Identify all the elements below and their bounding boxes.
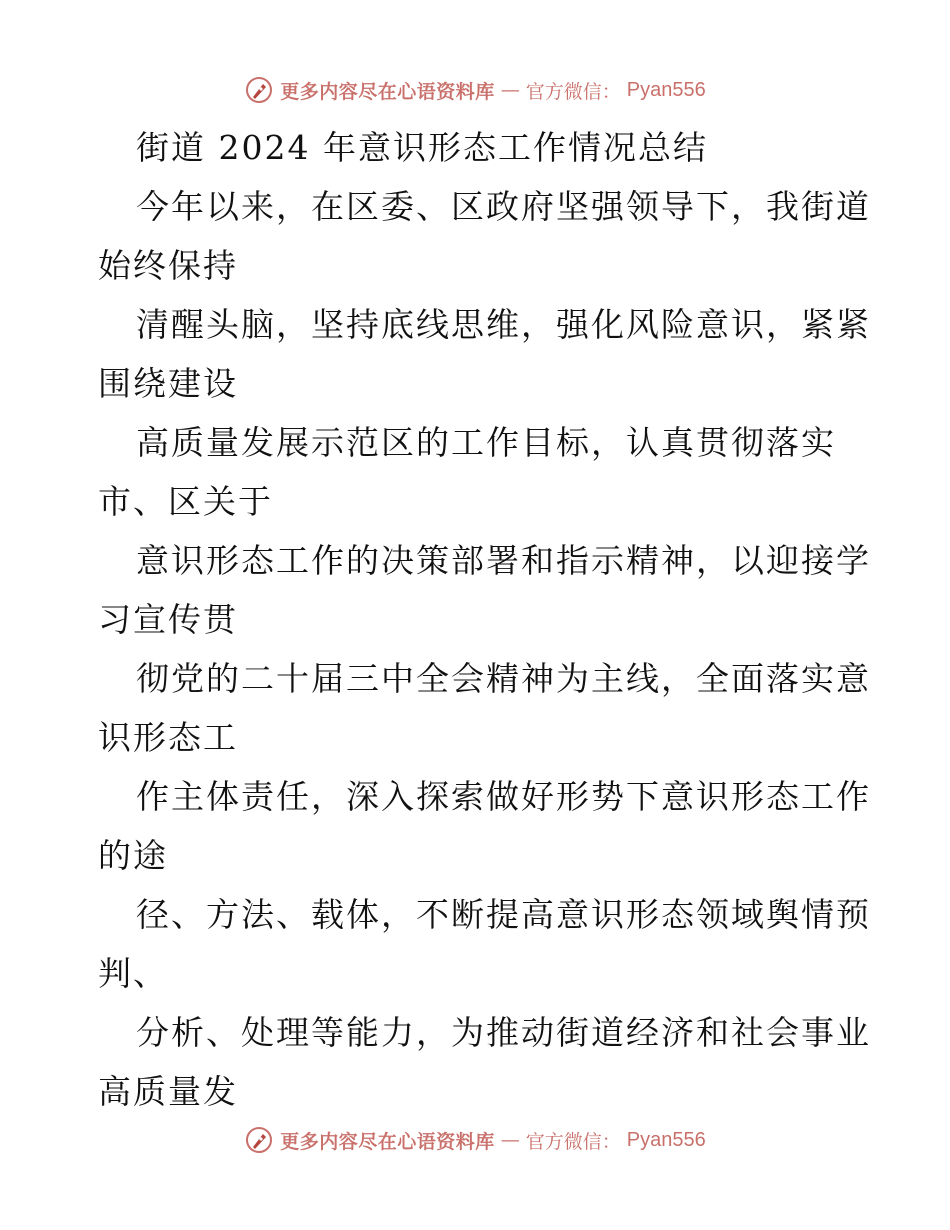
- pen-nib-circle-icon: [244, 75, 274, 105]
- text-line: 判、: [98, 954, 168, 993]
- text-line: 识形态工: [98, 718, 238, 757]
- text-line: 分析、处理等能力，为推动街道经济和社会事业: [136, 1013, 871, 1052]
- text-line: 习宣传贯: [98, 600, 238, 639]
- text-line: 始终保持: [98, 246, 238, 285]
- watermark-separator: —: [500, 1129, 520, 1151]
- footer-watermark: [0, 1120, 950, 1160]
- text-line: 意识形态工作的决策部署和指示精神，以迎接学: [136, 541, 871, 580]
- watermark-separator: —: [500, 79, 520, 101]
- text-line: 围绕建设: [98, 364, 238, 403]
- text-line: 市、区关于: [98, 482, 273, 521]
- text-line: 高质量发展示范区的工作目标，认真贯彻落实: [136, 423, 836, 462]
- text-line: 径、方法、载体，不断提高意识形态领域舆情预: [136, 895, 871, 934]
- text-line: 清醒头脑，坚持底线思维，强化风险意识，紧紧: [136, 305, 871, 344]
- watermark-wechat-id: Pyan556: [626, 1128, 706, 1151]
- watermark-text: 更多内容尽在心语资料库: [280, 1130, 495, 1153]
- watermark-label: 官方微信：: [525, 1130, 621, 1153]
- document-body: [98, 118, 871, 1121]
- document-title: 街道 2024 年意识形态工作情况总结: [136, 128, 708, 167]
- watermark-text: 更多内容尽在心语资料库: [280, 80, 495, 103]
- text-line: 作主体责任，深入探索做好形势下意识形态工作: [136, 777, 871, 816]
- pen-nib-circle-icon: [244, 1125, 274, 1155]
- text-line: 的途: [98, 836, 168, 875]
- text-line: 高质量发: [98, 1072, 238, 1111]
- watermark-wechat-id: Pyan556: [626, 78, 706, 101]
- watermark-label: 官方微信：: [525, 80, 621, 103]
- text-line: 彻党的二十届三中全会精神为主线，全面落实意: [136, 659, 871, 698]
- text-line: 今年以来，在区委、区政府坚强领导下，我街道: [136, 187, 871, 226]
- header-watermark: [0, 70, 950, 110]
